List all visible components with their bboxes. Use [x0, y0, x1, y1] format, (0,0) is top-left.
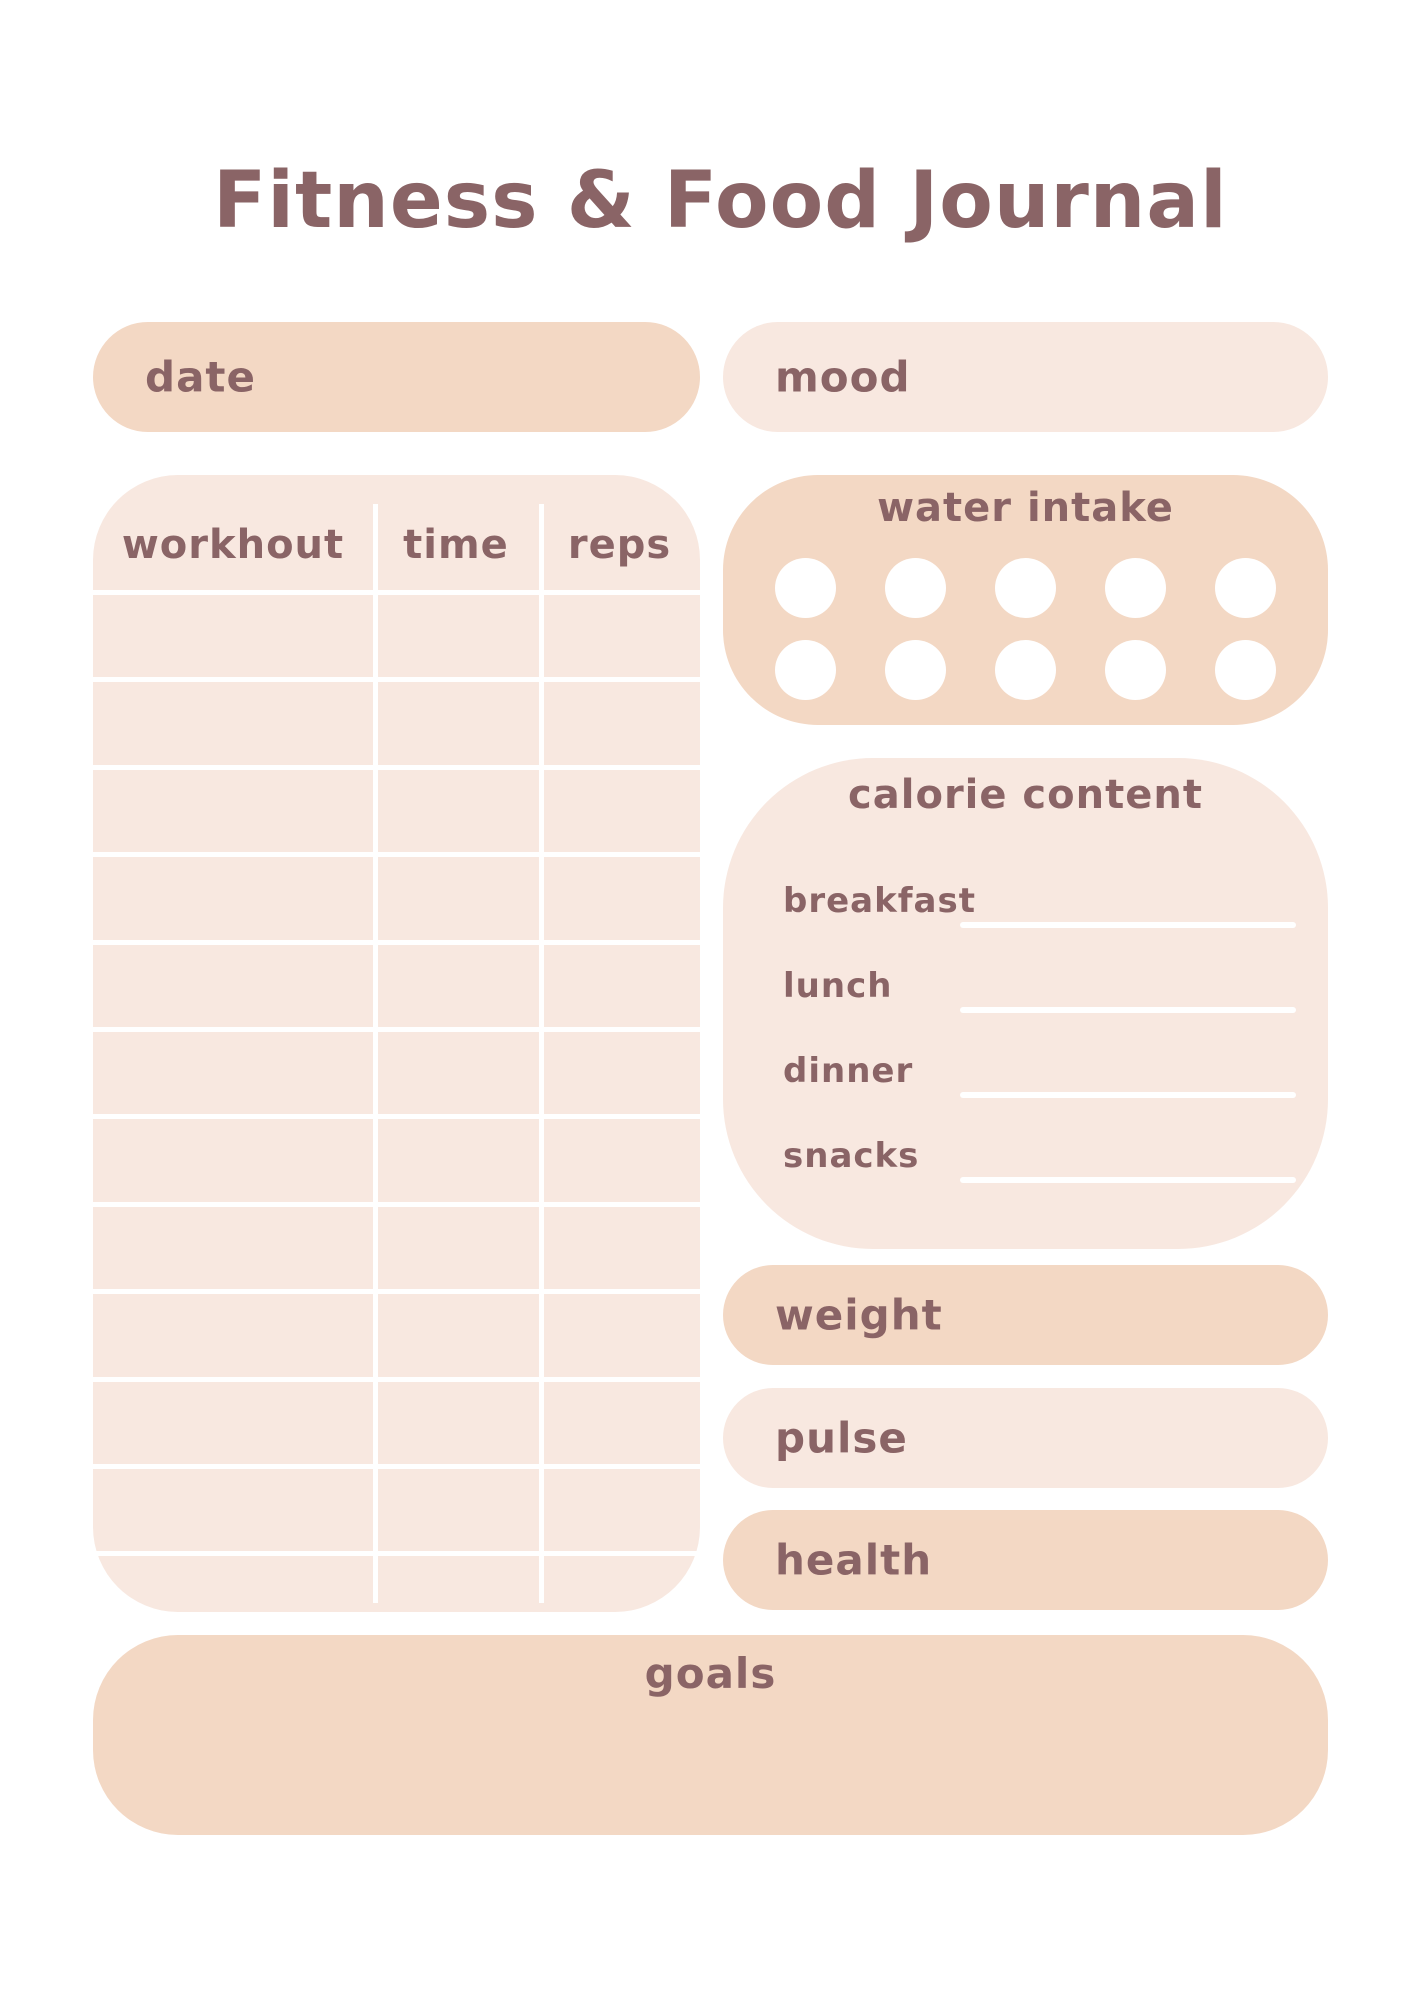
calorie-row-lunch [723, 943, 1328, 1028]
water-circle-row [723, 558, 1328, 618]
date-label: date [145, 352, 256, 402]
table-row-divider [93, 1377, 700, 1382]
date-field[interactable] [93, 322, 700, 432]
snacks-label: snacks [783, 1135, 920, 1176]
water-circle[interactable] [1215, 558, 1276, 618]
table-row-divider [93, 1289, 700, 1294]
weight-field[interactable] [723, 1265, 1328, 1365]
table-row-divider [93, 1551, 700, 1556]
column-divider [539, 504, 544, 1603]
lunch-entry-line[interactable] [960, 1007, 1296, 1013]
table-row-divider [93, 1202, 700, 1207]
page-title: Fitness & Food Journal [213, 156, 1228, 246]
water-circle[interactable] [885, 640, 946, 700]
water-circle[interactable] [1105, 640, 1166, 700]
goals-field[interactable] [93, 1635, 1328, 1835]
water-circle[interactable] [995, 558, 1056, 618]
goals-label: goals [644, 1649, 777, 1698]
water-circle[interactable] [885, 558, 946, 618]
health-field[interactable] [723, 1510, 1328, 1610]
column-header-workout: workhout [121, 522, 345, 568]
calorie-row-breakfast [723, 858, 1328, 943]
water-circle[interactable] [995, 640, 1056, 700]
calorie-content-title: calorie content [848, 772, 1203, 818]
weight-label: weight [775, 1290, 943, 1340]
mood-label: mood [775, 352, 911, 402]
table-row-divider [93, 1464, 700, 1469]
water-circle-row [723, 640, 1328, 700]
column-divider [373, 504, 378, 1603]
water-circle[interactable] [1105, 558, 1166, 618]
table-row-divider [93, 677, 700, 682]
water-intake-card [723, 475, 1328, 725]
water-circle-grid [723, 558, 1328, 700]
table-row-divider [93, 940, 700, 945]
calorie-row-snacks [723, 1113, 1328, 1198]
workout-table[interactable] [93, 475, 700, 1612]
water-intake-title: water intake [877, 485, 1174, 531]
calorie-row-dinner [723, 1028, 1328, 1113]
snacks-entry-line[interactable] [960, 1177, 1296, 1183]
pulse-label: pulse [775, 1413, 908, 1463]
dinner-entry-line[interactable] [960, 1092, 1296, 1098]
column-header-time: time [403, 522, 509, 568]
breakfast-entry-line[interactable] [960, 922, 1296, 928]
column-header-reps: reps [567, 522, 672, 568]
water-circle[interactable] [1215, 640, 1276, 700]
table-row-divider [93, 765, 700, 770]
pulse-field[interactable] [723, 1388, 1328, 1488]
table-row-divider [93, 1027, 700, 1032]
health-label: health [775, 1535, 933, 1585]
dinner-label: dinner [783, 1050, 914, 1091]
breakfast-label: breakfast [783, 880, 976, 921]
water-circle[interactable] [775, 558, 836, 618]
table-row-divider [93, 1114, 700, 1119]
table-row-divider [93, 590, 700, 595]
water-circle[interactable] [775, 640, 836, 700]
calorie-content-card [723, 758, 1328, 1249]
table-row-divider [93, 852, 700, 857]
mood-field[interactable] [723, 322, 1328, 432]
lunch-label: lunch [783, 965, 893, 1006]
